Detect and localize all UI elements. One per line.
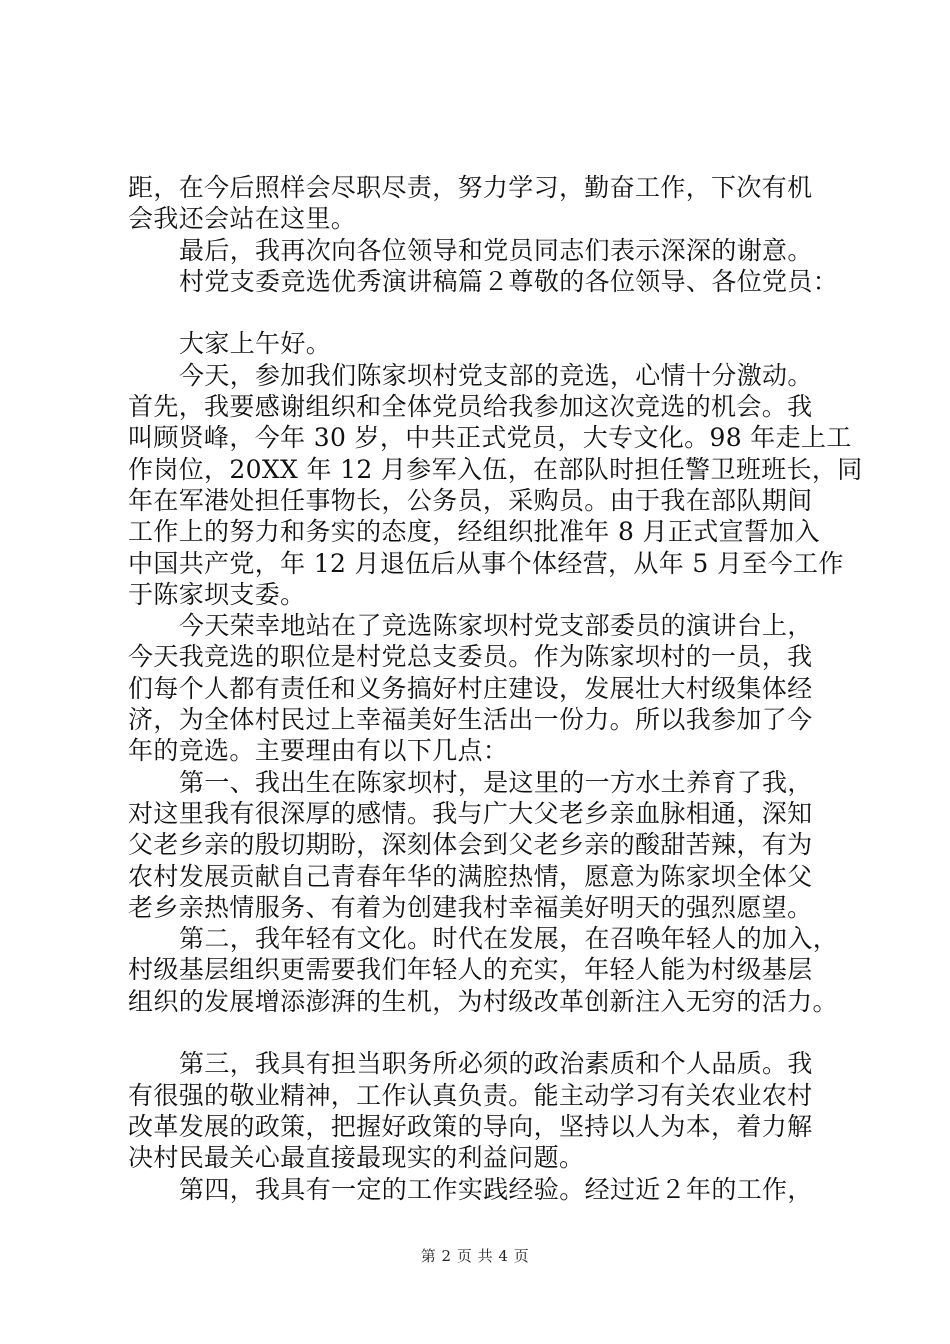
text-line: 于陈家坝支委。 xyxy=(128,579,306,609)
text-line: 父老乡亲的殷切期盼，深刻体会到父老乡亲的酸甜苦辣，有为 xyxy=(128,830,813,860)
text-line: 村级基层组织更需要我们年轻人的充实，年轻人能为村级基层 xyxy=(128,955,813,985)
text-line: 中国共产党，年 12 月退伍后从事个体经营，从年 5 月至今工作 xyxy=(128,548,844,578)
text-line: 年在军港处担任事物长，公务员，采购员。由于我在部队期间 xyxy=(128,485,813,515)
document-body xyxy=(128,172,863,1205)
text-line: 第一、我出生在陈家坝村，是这里的一方水土养育了我， xyxy=(179,767,813,797)
text-line: 工作上的努力和务实的态度，经组织批准年 8 月正式宣誓加入 xyxy=(128,517,820,547)
text-line: 改革发展的政策，把握好政策的导向，坚持以人为本，着力解 xyxy=(128,1111,813,1141)
text-line: 作岗位，20XX 年 12 月参军入伍，在部队时担任警卫班班长，同 xyxy=(128,454,863,484)
page-number-label: 第 2 页 共 4 页 xyxy=(420,1247,530,1265)
blank-line xyxy=(128,1017,838,1048)
text-line: 老乡亲热情服务、有着为创建我村幸福美好明天的强烈愿望。 xyxy=(128,892,813,922)
text-line: 最后，我再次向各位领导和党员同志们表示深深的谢意。 xyxy=(179,235,813,265)
text-line: 第二，我年轻有文化。时代在发展，在召唤年轻人的加入， xyxy=(179,924,839,954)
text-line: 今天，参加我们陈家坝村党支部的竞选，心情十分激动。 xyxy=(179,360,813,390)
text-line: 距，在今后照样会尽职尽责，努力学习，勤奋工作，下次有机 xyxy=(128,173,813,202)
text-line: 今天荣幸地站在了竞选陈家坝村党支部委员的演讲台上， xyxy=(179,611,813,641)
text-line: 济，为全体村民过上幸福美好生活出一份力。所以我参加了今 xyxy=(128,705,813,735)
text-line: 会我还会站在这里。 xyxy=(128,204,357,234)
text-line: 叫顾贤峰，今年 30 岁，中共正式党员，大专文化。98 年走上工 xyxy=(128,423,852,453)
text-line: 第三，我具有担当职务所必须的政治素质和个人品质。我 xyxy=(179,1049,813,1079)
page-footer xyxy=(0,1245,950,1266)
blank-line xyxy=(128,297,838,328)
text-line: 第四，我具有一定的工作实践经验。经过近２年的工作， xyxy=(179,1174,813,1204)
text-line: 首先，我要感谢组织和全体党员给我参加这次竞选的机会。我 xyxy=(128,392,813,422)
text-line: 今天我竞选的职位是村党总支委员。作为陈家坝村的一员，我 xyxy=(128,642,813,672)
text-line: 大家上午好。 xyxy=(179,329,332,359)
text-line: 们每个人都有责任和义务搞好村庄建设，发展壮大村级集体经 xyxy=(128,673,813,703)
text-line: 决村民最关心最直接最现实的利益问题。 xyxy=(128,1143,585,1173)
text-line: 农村发展贡献自己青春年华的满腔热情，愿意为陈家坝全体父 xyxy=(128,861,813,891)
text-line: 有很强的敬业精神，工作认真负责。能主动学习有关农业农村 xyxy=(128,1080,813,1110)
text-line: 村党支委竞选优秀演讲稿篇２尊敬的各位领导、各位党员： xyxy=(179,266,839,296)
text-line: 年的竞选。主要理由有以下几点： xyxy=(128,736,509,766)
text-line: 对这里我有很深厚的感情。我与广大父老乡亲血脉相通，深知 xyxy=(128,798,813,828)
text-line: 组织的发展增添澎湃的生机，为村级改革创新注入无穷的活力。 xyxy=(128,986,838,1016)
